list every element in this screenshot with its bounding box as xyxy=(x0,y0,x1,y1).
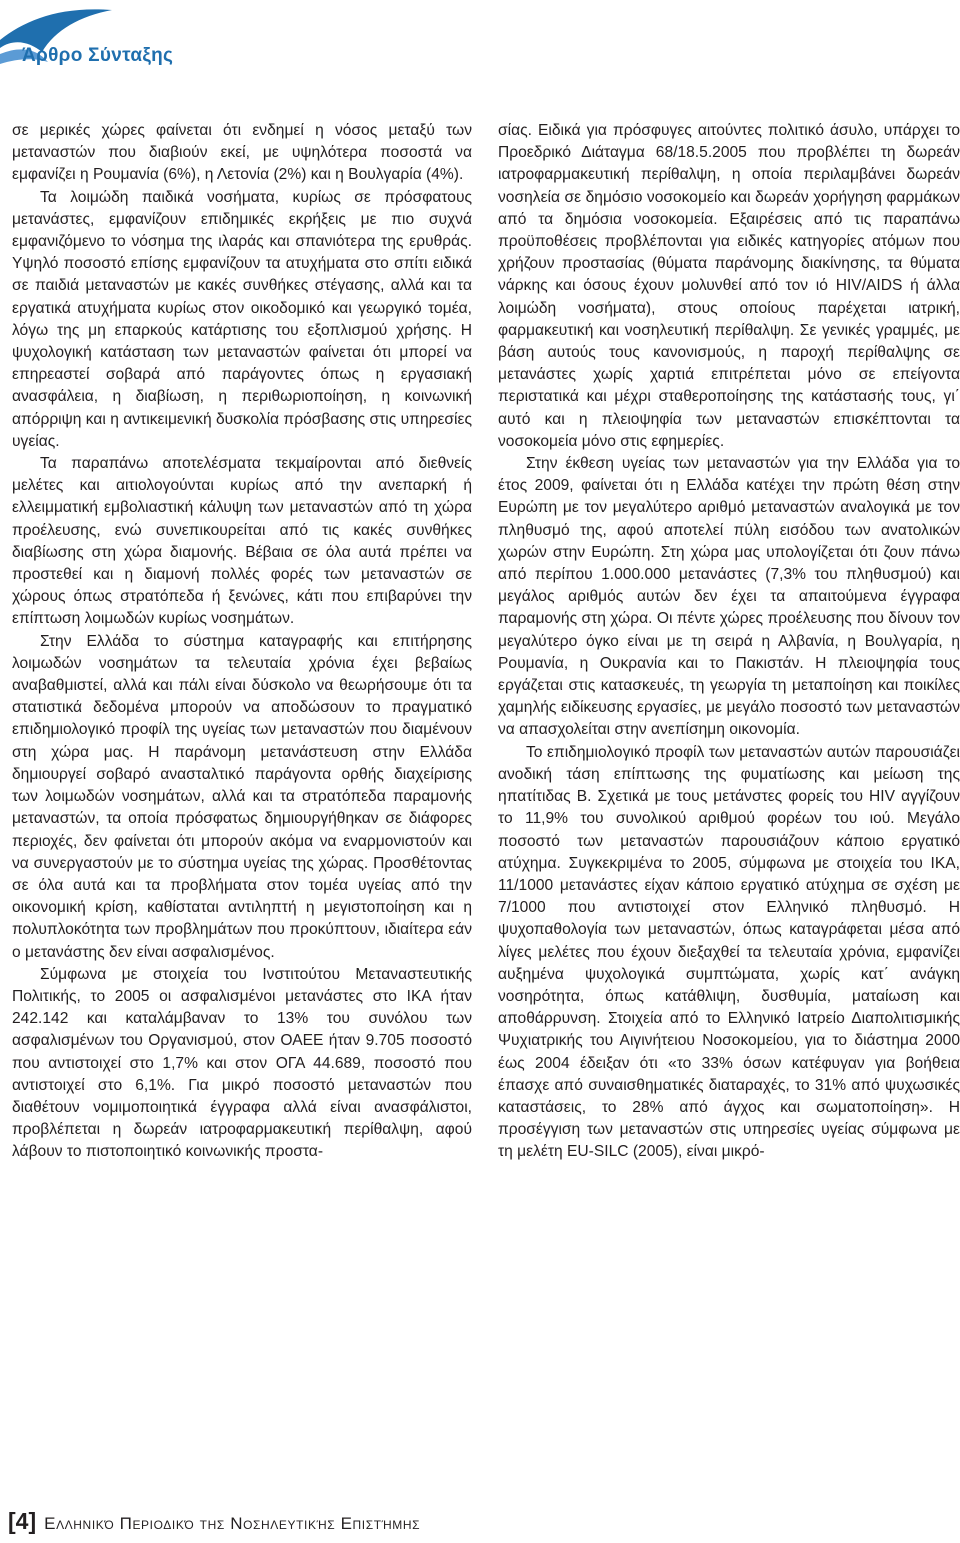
left-paragraph-3: Τα παραπάνω αποτελέσματα τεκμαίρονται από διεθνείς μελέτες και αιτιολογούνται κυρίως από την ανεπαρκή ή ελλειμματική εμβολιαστική κάλυψη των μεταναστών από τη χώρα προέλευσης, ενώ συνεπικουρείται από τις κακές συνθήκες διαβίωσης στη χώρα διαμονής. Βέβαια σε όλα αυτά πρέπει να προστεθεί και η διαμονή πολλές φορές των μεταναστών σε χώρους όπως στρατόπεδα ή ξενώνες, κάτι που επιβαρύνει την επίπτωση λοιμωδών κυρίως νοσημάτων. xyxy=(12,455,472,628)
right-paragraph-1: σίας. Ειδικά για πρόσφυγες αιτούντες πολιτικό άσυλο, υπάρχει το Προεδρικό Διάταγμα 68/18.5.2005 που προβλέπει τη δωρεάν ιατροφαρμακευτική περίθαλψη, η οποία περιλαμβάνει δωρεάν νοσηλεία σε δημόσιο νοσοκομείο και δωρεάν χορήγηση φαρμάκων από τα δημόσια νοσοκομεία. Εξαιρέσεις από τις παραπάνω προϋποθέσεις προβλέπονται για ειδικές κατηγορίες ατόμων που χρήζουν προστασίας (θύματα παράνομης διακίνησης, τα θύματα νάρκης και όσους έχουν μολυνθεί από τον ιό HIV/AIDS ή άλλα λοιμώδη νοσήματα), στους οποίους παρέχεται ιατρική, φαρμακευτική και νοσηλευτική περίθαλψη. Σε γενικές γραμμές, με βάση αυτούς τους κανονισμούς, η παροχή περίθαλψης σε μετανάστες χωρίς χαρτιά επιτρέπεται μόνο σε επείγοντα περιστατικά και μέχρι σταθεροποίησης της κατάστασής τους, γι΄ αυτό και η πλειοψηφία των μεταναστών επισκέπτονται τα νοσοκομεία μόνο στις εφημερίες. xyxy=(498,122,960,450)
left-paragraph-5: Σύμφωνα με στοιχεία του Ινστιτούτου Μεταναστευτικής Πολιτικής, το 2005 οι ασφαλισμένοι μετανάστες στο ΙΚΑ ήταν 242.142 και καταλάμβαναν το 13% του συνόλου των ασφαλισμένων του Οργανισμού, στον ΟΑΕΕ ήταν 9.705 ποσοστό που αντιστοιχεί στο 1,7% και στον ΟΓΑ 44.689, ποσοστό που αντιστοιχεί στο 6,1%. Για μικρό ποσοστό μεταναστών που διαθέτουν νομιμοποιητικά έγγραφα αλλά είναι ανασφάλιστοι, προβλέπεται η δωρεάν ιατροφαρμακευτική περίθαλψη, αφού λάβουν το πιστοποιητικό κοινωνικής προστα- xyxy=(12,965,472,1161)
right-paragraph-3: Το επιδημιολογικό προφίλ των μεταναστών αυτών παρουσιάζει ανοδική τάση επίπτωσης της φυματίωσης και μείωση της ηπατίτιδας Β. Σχετικά με τους μετάνστες φορείς του HIV αγγίζουν το 11,9% του συνολικού αριθμού φορέων του ιού. Μεγάλο ποσοστό των μεταναστών παρουσιάζουν κάποιο εργατικό ατύχημα. Συγκεκριμένα το 2005, σύμφωνα με στοιχεία του ΙΚΑ, 11/1000 μετανάστες είχαν κάποιο εργατικό ατύχημα σε σχέση με 7/1000 που αντιστοιχεί στον Ελληνικό πληθυσμό. Η ψυχοπαθολογία των μεταναστών, όπως καταγράφεται μέσα από λίγες μελέτες που έχουν διεξαχθεί τα τελευταία χρόνια, εμφανίζει αυξημένα ψυχολογικά συμπτώματα, χωρίς κατ΄ ανάγκη νοσηρότητα, όπως κατάθλιψη, δυσθυμία, ματαίωση και αποθάρρυνση. Στοιχεία από το Ελληνικό Ιατρείο Διαπολιτισμικής Ψυχιατρικής του Αιγινήτειου Νοσοκομείου, για το διάστημα 2000 έως 2004 έδειξαν ότι «το 33% όσων κατέφυγαν για βοήθεια έπασχε από συναισθηματικές διαταραχές, το 31% από ψυχωσικές καταστάσεις, το 28% από άγχος και σωματοποίηση». Η προσέγγιση των μεταναστών στις υπηρεσίες υγείας σύμφωνα με τη μελέτη EU-SILC (2005), είναι μικρό- xyxy=(498,743,960,1161)
section-title: Άρθρο Σύνταξης xyxy=(22,45,174,66)
page-number: [4] xyxy=(8,1508,37,1534)
right-paragraph-2: Στην έκθεση υγείας των μεταναστών για την Ελλάδα για το έτος 2009, φαίνεται ότι η Ελλάδα κατέχει την πρώτη θέση στην Ευρώπη με τον μεγαλύτερο αριθμό μεταναστών αναλογικά με τον πληθυσμό της, αφού αποτελεί πύλη εισόδου των ανατολικών χωρών στην Ευρώπη. Στη χώρα μας υπολογίζεται ότι ζουν πάνω από περίπου 1.000.000 μετανάστες (7,3% του πληθυσμού) και μεγάλος αριθμός αυτών δεν έχει τα απαιτούμενα έγγραφα παραμονής στη χώρα. Οι πέντε χώρες προέλευσης που δίνουν τον μεγαλύτερο όγκο είναι με τη σειρά η Αλβανία, η Βουλγαρία, η Ρουμανία, η Ουκρανία και το Πακιστάν. Η πλειοψηφία τους εργάζεται στις κατασκευές, τη γεωργία τη μεταποίηση και ποικίλες χαμηλής ειδίκευσης εργασίες, με μεγάλο ποσοστό των μεταναστών να απασχολείται στην ανεπίσημη οικονομία. xyxy=(498,455,960,739)
right-column xyxy=(498,120,960,1164)
left-paragraph-4: Στην Ελλάδα το σύστημα καταγραφής και επιτήρησης λοιμωδών νοσημάτων τα τελευταία χρόνια έχει βεβαίως αναβαθμιστεί, αλλά και πάλι είναι δύσκολο να θεωρήσουμε ότι τα στατιστικά δεδομένα μπορούν να αποδώσουν το πραγματικό επιδημιολογικό προφίλ της υγείας των μεταναστών που διαμένουν στη χώρα μας. Η παράνομη μετανάστευση στην Ελλάδα δημιουργεί σοβαρό ανασταλτικό παράγοντα ορθής διαχείρισης των λοιμωδών νοσημάτων, αλλά και τα στρατόπεδα παραμονής μεταναστών, τα οποία πρόσφατως δημιουργήθηκαν σε διάφορες περιοχές, δεν φαίνεται ότι μπορούν ακόμα να εναρμονιστούν και να συνεργαστούν με το σύστημα υγείας της χώρας. Προσθέτοντας σε όλα αυτά και τα προβλήματα στον τομέα υγείας από την οικονομική κρίση, καθίσταται αντιληπτή η μεγιστοποίηση και η πολυπλοκότητα των προβλημάτων που προκύπτουν, ιδιαίτερα εάν ο μετανάστης δεν είναι ασφαλισμένος. xyxy=(12,632,472,961)
left-column xyxy=(12,120,472,1164)
journal-title: Ελληνικό Περιοδικό της Νοσηλευτικής Επιστήμης xyxy=(44,1514,421,1533)
page-footer xyxy=(8,1508,420,1535)
left-paragraph-1: σε μερικές χώρες φαίνεται ότι ενδημεί η νόσος μεταξύ των μεταναστών που διαβιούν εκεί, με υψηλότερα ποσοστά να εμφανίζει η Ρουμανία (6%), η Λετονία (2%) και η Βουλγαρία (4%). xyxy=(12,122,472,184)
left-paragraph-2: Τα λοιμώδη παιδικά νοσήματα, κυρίως σε πρόσφατους μετανάστες, εμφανίζουν επιδημικές εκρήξεις με πιο συχνά εμφανιζόμενο το νόσημα της ιλαράς και σπανιότερα της ερυθράς. Υψηλό ποσοστό επίσης εμφανίζουν τα ατυχήματα στο σπίτι ειδικά σε παιδιά μεταναστών με κακές συνθήκες στέγασης, αλλά και τα εργατικά ατυχήματα κυρίως στον οικοδομικό και γεωργικό τομέα, λόγω της μη επαρκούς κατάρτισης του εξοπλισμού χρήσης. Η ψυχολογική κατάσταση των μεταναστών φαίνεται ότι μπορεί να επηρεαστεί σοβαρά από παράγοντες όπως η εργασιακή ανασφάλεια, η διαβίωση, η περιθωριοποίηση, η κοινωνική απόρριψη και η αντικειμενική δυσκολία πρόσβασης στις υπηρεσίες υγείας. xyxy=(12,188,472,450)
